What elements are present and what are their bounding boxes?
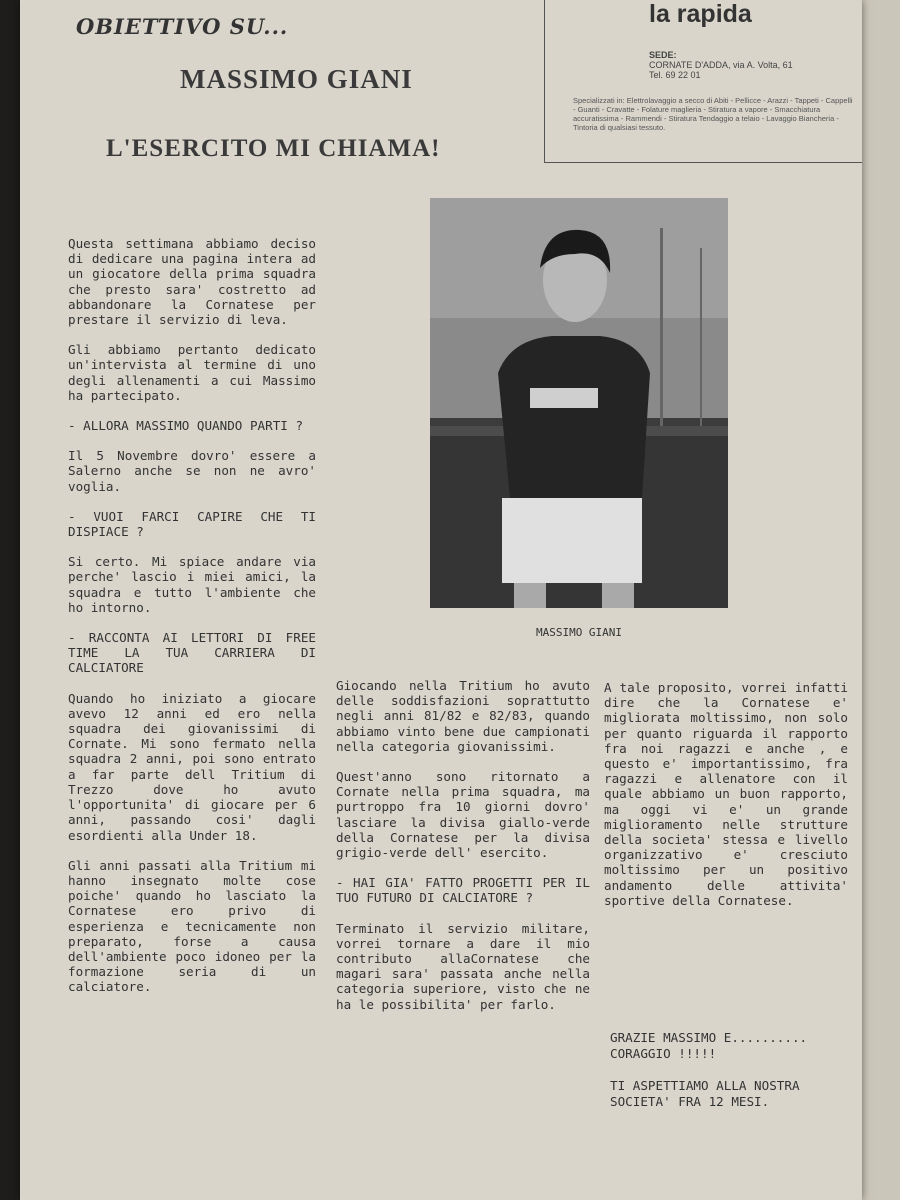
interview-answer: Quando ho iniziato a giocare avevo 12 anni ed ero nella squadra dei giovanissimi di Cornate. Mi sono fermato nella squadra 2 anni, poi sono entrato a far parte dell Tritium di Trezzo dove ho avuto l'opportunita' di giocare per 6 anni, passando cosi' dagli esordienti alla Under 18. — [68, 690, 316, 843]
sponsor-sede-label: SEDE: — [649, 50, 677, 60]
interview-question: - ALLORA MASSIMO QUANDO PARTI ? — [68, 418, 304, 434]
article-column-middle — [336, 678, 590, 1027]
sponsor-ad — [544, 0, 862, 163]
sponsor-address: CORNATE D'ADDA, via A. Volta, 61 — [649, 60, 793, 70]
left-paragraph: Questa settimana abbiamo deciso di dedicare una pagina intera ad un giocatore della prima squadra che presto sara' costretto ad abbandonare la Cornatese per prestare il servizio di leva. — [68, 236, 316, 328]
interview-answer: Gli anni passati alla Tritium mi hanno insegnato molte cose poiche' quando ho lasciato la Cornatese ero privo di esperienza e tecnicamente non preparato, forse a causa dell'ambiente poco idoneo per la formazione seria di un calciatore. — [68, 857, 316, 995]
sponsor-phone: Tel. 69 22 01 — [649, 70, 701, 80]
interview-question: - VUOI FARCI CAPIRE CHE TI DISPIACE ? — [68, 508, 316, 540]
interview-question: - HAI GIA' FATTO PROGETTI PER IL TUO FUTURO DI CALCIATORE ? — [336, 875, 590, 906]
sponsor-services: Specializzati in: Elettrolavaggio a secco di Abiti - Pellicce - Arazzi - Tappeti - Cappelli - Guanti - Cravatte - Folature maglieria - Stiratura a vapore - Smacchiatura accuratissima - Rammendi - Stiratura Tendaggio a telaio - Lavaggio Biancheria - Tintoria di qualsiasi tessuto. — [573, 96, 853, 132]
interview-answer: Giocando nella Tritium ho avuto delle soddisfazioni soprattutto negli anni 81/82 e 82/83, quando abbiamo vinto bene due campionati nella categoria giovanissimi. — [336, 678, 590, 754]
closing-thanks: GRAZIE MASSIMO E.......... CORAGGIO !!!!! — [610, 1030, 808, 1061]
interview-answer: Il 5 Novembre dovro' essere a Salerno anche se non ne avro' voglia. — [68, 448, 316, 494]
interview-answer: Si certo. Mi spiace andare via perche' lascio i miei amici, la squadra e tutto l'ambiente che ho intorno. — [68, 554, 316, 615]
article-column-right — [604, 680, 848, 923]
photo-caption: MASSIMO GIANI — [535, 626, 623, 639]
interview-answer: Terminato il servizio militare, vorrei tornare a dare il mio contributo allaCornatese che magari sara' passata anche nella categoria superiore, visto che ne ha le possibilita' per farlo. — [336, 920, 590, 1012]
article-column-left — [68, 236, 316, 1010]
article-headline: L'ESERCITO MI CHIAMA! — [106, 135, 441, 162]
next-page-edge — [862, 0, 900, 1200]
closing-farewell: TI ASPETTIAMO ALLA NOSTRA SOCIETA' FRA 12 MESI. — [610, 1078, 800, 1109]
page-left-edge — [0, 0, 20, 1200]
sponsor-brand: la rapida — [649, 0, 752, 28]
player-name-title: MASSIMO GIANI — [180, 64, 413, 94]
interview-answer: Quest'anno sono ritornato a Cornate nella prima squadra, ma purtroppo fra 10 giorni dovro' lasciare la divisa giallo-verde della Cornatese per la divisa grigio-verde dell' esercito. — [336, 769, 590, 861]
interview-question: - RACCONTA AI LETTORI DI FREE TIME LA TUA CARRIERA DI CALCIATORE — [68, 630, 316, 676]
magazine-page — [20, 0, 862, 1200]
left-paragraph: Gli abbiamo pertanto dedicato un'intervista al termine di uno degli allenamenti a cui Massimo ha partecipato. — [68, 342, 316, 403]
section-kicker: OBIETTIVO SU... — [76, 14, 289, 39]
player-photo — [430, 198, 728, 608]
interview-answer: A tale proposito, vorrei infatti dire che la Cornatese e' migliorata moltissimo, non solo per quanto riguarda il rapporto fra noi ragazzi e anche , e questo e' importantissimo, fra ragazzi e allenatore con il quale abbiamo un buon rapporto, ma oggi vi e' un grande miglioramento nelle strutture della societa' stessa e livello organizzativo e' cresciuto moltissimo per un positivo andamento delle attivita' sportive della Cornatese. — [604, 680, 848, 908]
